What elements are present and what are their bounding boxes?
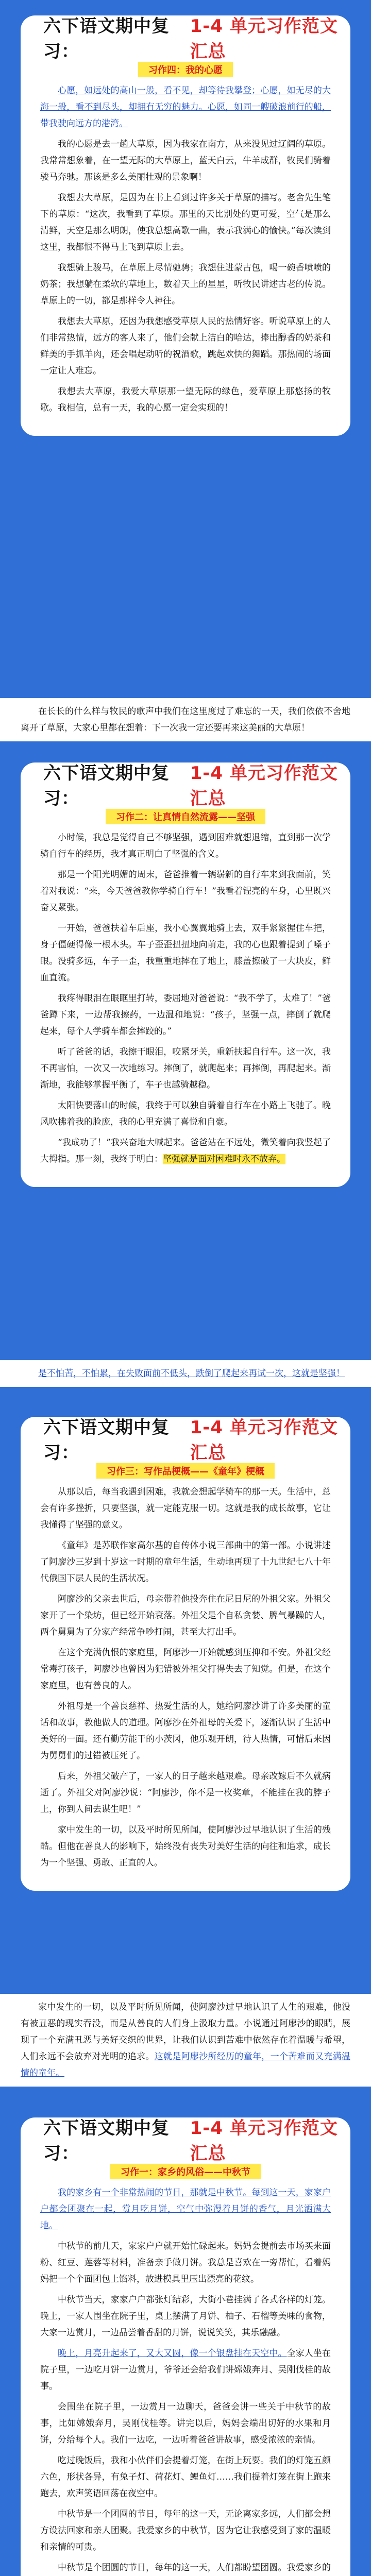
essay-body — [40, 2184, 331, 2576]
panel-essay-3 — [21, 1417, 350, 1891]
text-run: 从那以后，每当我遇到困难，我就会想起学骑车的那一天。生活中，总会有许多挫折，只要坚强，就一定能克服一切。这就是我的成长故事，它让我懂得了坚强的意义。 — [40, 1487, 331, 1530]
text-run: 吃过晚饭后，我和小伙伴们会提着灯笼，在街上玩耍。我们的灯笼五颜六色，形状各异，有兔子灯、荷花灯、鲤鱼灯……我们提着灯笼在街上跑来跑去，欢声笑语回荡在夜空中。 — [40, 2455, 331, 2499]
text-run: “我成功了！”我兴奋地大喊起来。爸爸站在不远处，微笑着向我竖起了大拇指。那一刻，我终于明白： — [40, 1138, 331, 1164]
paragraph — [40, 1698, 331, 1764]
text-run: 太阳快要落山的时候，我终于可以独自骑着自行车在小路上飞驰了。晚风吹拂着我的脸庞，我的心里充满了喜悦和自豪。 — [40, 1100, 331, 1127]
paragraph — [40, 313, 331, 379]
essay-continuation — [0, 698, 371, 741]
header-title-red: 1-4 单元习作范文汇总 — [190, 16, 338, 62]
text-run: 我想去大草原，是因为在书上看到过许多关于草原的描写。老舍先生笔下的草原：“这次，我看到了草原。那里的天比别处的更可爱，空气是那么清鲜，天空是那么明朗，使我总想高歌一曲，表示我满心的愉快。”每次读到这里，我都恨不得马上飞到草原上去。 — [40, 193, 331, 252]
section-title: 习作四：我的心愿 — [138, 62, 233, 77]
paragraph — [40, 136, 331, 185]
text-run: 中秋节是一个团圆的节日，每年的这一天，无论离家多远，人们都会想方设法回家和亲人团聚。我爱家乡的中秋节，因为它让我感受到了家的温暖和亲情的可贵。 — [40, 2509, 331, 2552]
text-run: 阿廖沙的父亲去世后，母亲带着他投奔住在尼日尼的外祖父家。外祖父家开了一个染坊，但已经开始衰落。外祖父是个自私贪婪、脾气暴躁的人，两个舅舅为了分家产经常争吵打闹，甚至大打出手。 — [40, 1594, 331, 1637]
panel-essay-1 — [21, 15, 350, 436]
paragraph — [40, 2238, 331, 2287]
essay-continuation — [0, 1360, 371, 1387]
essay-body — [40, 1484, 331, 1871]
underlined-sentence: 心愿，如远处的高山一般，看不见，却等待我攀登；心愿，如无尽的大海一般，看不到尽头，却拥有无穷的魅力。心愿，如同一艘破浪前行的船，带我驶向远方的港湾。 — [40, 86, 331, 129]
header-title-black: 六下语文期中复习： — [43, 2118, 170, 2164]
paragraph — [40, 1097, 331, 1130]
text-run: 会围坐在院子里，一边赏月一边聊天，爸爸会讲一些关于中秋节的故事，比如嫦娥奔月，吴刚伐桂等。讲完以后，妈妈会端出切好的水果和月饼，分给每个人。我们一边吃，一边听着爸爸讲故事，感受浓浓的亲情。 — [40, 2402, 331, 2445]
text-run: 中秋节是个团圆的节日，每年的这一天，人们都盼望团圆。我爱家乡的 — [58, 2563, 331, 2573]
paragraph — [40, 990, 331, 1040]
header-title-black: 六下语文期中复习： — [43, 763, 170, 809]
underlined-sentence: 是不怕苦，不怕累，在失败面前不低头，跌倒了爬起来再试一次，这就是坚强！ — [38, 1368, 345, 1379]
text-run: 小时候，我总是觉得自己不够坚强，遇到困难就想退缩，直到那一次学骑自行车的经历，我才真正明白了坚强的含义。 — [40, 833, 331, 859]
text-run: 在这个充满仇恨的家庭里，阿廖沙一开始就感到压抑和不安。外祖父经常毒打孩子，阿廖沙也曾因为犯错被外祖父打得失去了知觉。但是，在这个家庭里，也有善良的人。 — [40, 1648, 331, 1691]
panel-header — [21, 15, 350, 62]
paragraph — [21, 1365, 350, 1382]
paragraph — [40, 1044, 331, 1093]
paragraph — [40, 1484, 331, 1533]
header-title-red: 1-4 单元习作范文汇总 — [190, 2118, 338, 2164]
panel-essay-2 — [21, 762, 350, 1187]
text-run: 我想去大草原，我爱大草原那一望无际的绿色，爱草原上那悠扬的牧歌。我相信，总有一天，我的心愿一定会实现的！ — [40, 386, 331, 413]
paragraph — [40, 2345, 331, 2395]
paragraph — [40, 1134, 331, 1167]
paragraph — [40, 2452, 331, 2502]
paragraph — [40, 829, 331, 862]
paragraph — [40, 920, 331, 986]
text-run: 后来，外祖父破产了，一家人的日子越来越艰难。母亲改嫁后不久就病逝了。外祖父对阿廖沙说：“阿廖沙，你不是一枚奖章，不能挂在我的脖子上，你到人间去谋生吧！” — [40, 1771, 331, 1815]
section-title: 习作三：写作品梗概——《童年》梗概 — [96, 1463, 275, 1479]
panel-header — [21, 1417, 350, 1463]
text-run: 我想去大草原，还因为我想感受草原人民的热情好客。听说草原上的人们非常热情，远方的客人来了，他们会献上洁白的哈达，捧出醇香的奶茶和鲜美的手抓羊肉，还会唱起动听的祝酒歌，跳起欢快的舞蹈。那热闹的场面一定让人难忘。 — [40, 316, 331, 376]
header-title-black: 六下语文期中复习： — [43, 1417, 170, 1463]
paragraph — [40, 2560, 331, 2576]
paragraph — [40, 1768, 331, 1818]
header-title-red: 1-4 单元习作范文汇总 — [190, 1417, 338, 1463]
text-run: 中秋节的前几天，家家户户就开始忙碌起来。妈妈会提前去市场买来面粉、红豆、莲蓉等材料，准备亲手做月饼。我总是喜欢在一旁帮忙，看着妈妈把一个个面团包上馅料，放进模具里压出漂亮的花纹。 — [40, 2241, 331, 2284]
paragraph — [40, 1537, 331, 1587]
essay-body — [40, 82, 331, 416]
essay-body — [40, 829, 331, 1167]
underlined-sentence: 这就是阿廖沙所经历的童年，一个苦难而又充满温情的童年。 — [21, 2052, 351, 2078]
paragraph: 在长长的什么样与牧民的歌声中我们在这里度过了难忘的一天，我们依依不舍地离开了草原，大家心里都在想着：下一次我一定还要再来这美丽的大草原！ — [21, 706, 350, 733]
paragraph — [40, 2292, 331, 2341]
text-run: 那是一个阳光明媚的周末，爸爸推着一辆崭新的自行车来到我面前，笑着对我说：“来，今天爸爸教你学骑自行车！”我看着锃亮的车身，心里既兴奋又紧张。 — [40, 870, 331, 913]
paragraph — [40, 867, 331, 916]
paragraph — [40, 2399, 331, 2448]
highlighted-sentence: 坚强就是面对困难时永不放弃。 — [163, 1154, 285, 1164]
section-title: 习作一：家乡的风俗——中秋节 — [110, 2164, 261, 2179]
paragraph — [40, 2506, 331, 2555]
text-run: 听了爸爸的话，我擦干眼泪，咬紧牙关，重新扶起自行车。这一次，我不再害怕，一次又一次地练习。摔倒了，就爬起来；再摔倒，再爬起来。渐渐地，我能够掌握平衡了，车子也越骑越稳。 — [40, 1047, 331, 1090]
header-title-red: 1-4 单元习作范文汇总 — [190, 763, 338, 809]
underlined-sentence: 晚上，月亮升起来了，又大又圆，像一个银盘挂在天空中。 — [58, 2348, 287, 2359]
text-run: 中秋节当天，家家户户都张灯结彩，大街小巷挂满了各式各样的灯笼。晚上，一家人围坐在院子里，桌上摆满了月饼、柚子、石榴等美味的食物，大家一边赏月，一边品尝着香甜的月饼，说说笑笑，其乐融融。 — [40, 2295, 331, 2338]
text-run: 《童年》是苏联作家高尔基的自传体小说三部曲中的第一部。小说讲述了阿廖沙三岁到十岁这一时期的童年生活，生动地再现了十九世纪七八十年代俄国下层人民的生活状况。 — [40, 1540, 331, 1584]
paragraph — [40, 1591, 331, 1640]
paragraph — [40, 260, 331, 309]
text-run: 我疼得眼泪在眼眶里打转，委屈地对爸爸说：“我不学了，太难了！”爸爸蹲下来，一边帮我擦药，一边温和地说：“孩子，坚强一点，摔倒了就爬起来，每个人学骑车都会摔跤的。” — [40, 993, 331, 1037]
text-run: 家中发生的一切，以及平时所见所闻，使阿廖沙过早地认识了生活的残酷。但他在善良人的影响下，始终没有丧失对美好生活的向往和追求，成长为一个坚强、勇敢、正直的人。 — [40, 1825, 331, 1868]
underlined-sentence: 我的家乡有一个非常热闹的节日，那就是中秋节。每到这一天，家家户户都会团聚在一起，赏月吃月饼，空气中弥漫着月饼的香气，月光洒满大地。 — [40, 2188, 331, 2231]
paragraph — [21, 1999, 350, 2081]
section-title: 习作二：让真情自然流露——坚强 — [106, 809, 265, 824]
panel-essay-4 — [21, 2117, 350, 2576]
header-title-black: 六下语文期中复习： — [43, 16, 170, 62]
text-run: 我的心愿是去一趟大草原，因为我家在南方，从来没见过辽阔的草原。我常常想象着，在一望无际的大草原上，蓝天白云，牛羊成群，牧民们骑着骏马奔驰。那该是多么美丽壮观的景象啊！ — [40, 139, 331, 182]
text-run: 我想骑上骏马，在草原上尽情驰骋；我想住进蒙古包，喝一碗香喷喷的奶茶；我想躺在柔软的草地上，数着天上的星星，听牧民讲述古老的传说。草原上的一切，都是那样令人神往。 — [40, 263, 331, 306]
text-run: 家中发生的一切，以及平时所见所闻，使阿廖沙过早地认识了人生的艰难，他没有被丑恶的现实吞没，而是从善良的人们身上汲取力量。小说通过阿廖沙的眼睛，展现了一个充满丑恶与美好交织的世界，让我们认识到苦难中依然存在着温暖与希望，人们永远不会放弃对光明的追求。 — [21, 2002, 350, 2062]
panel-header — [21, 762, 350, 809]
panel-header — [21, 2117, 350, 2164]
paragraph — [40, 1645, 331, 1694]
paragraph — [40, 2184, 331, 2234]
paragraph — [40, 190, 331, 256]
text-run: 一开始，爸爸扶着车后座，我小心翼翼地骑上去，双手紧紧握住车把，身子僵硬得像一根木头。车子歪歪扭扭地向前走，我的心也跟着提到了嗓子眼。没骑多远，车子一歪，我重重地摔在了地上，膝盖擦破了一大块皮，鲜血直流。 — [40, 923, 331, 983]
text-run: 外祖母是一个善良慈祥、热爱生活的人，她给阿廖沙讲了许多美丽的童话和故事，教他做人的道理。阿廖沙在外祖母的关爱下，逐渐认识了生活中美好的一面。还有勤劳能干的小茨冈，他乐观开朗，待人热情，可惜后来因为舅舅们的过错被压死了。 — [40, 1701, 331, 1761]
paragraph — [40, 383, 331, 416]
text-run: 全家人坐在院子里，一边吃月饼一边赏月，爷爷还会给我们讲嫦娥奔月、吴刚伐桂的故事。 — [40, 2348, 331, 2392]
essay-continuation — [0, 1994, 371, 2087]
paragraph — [40, 1822, 331, 1871]
paragraph — [40, 82, 331, 132]
